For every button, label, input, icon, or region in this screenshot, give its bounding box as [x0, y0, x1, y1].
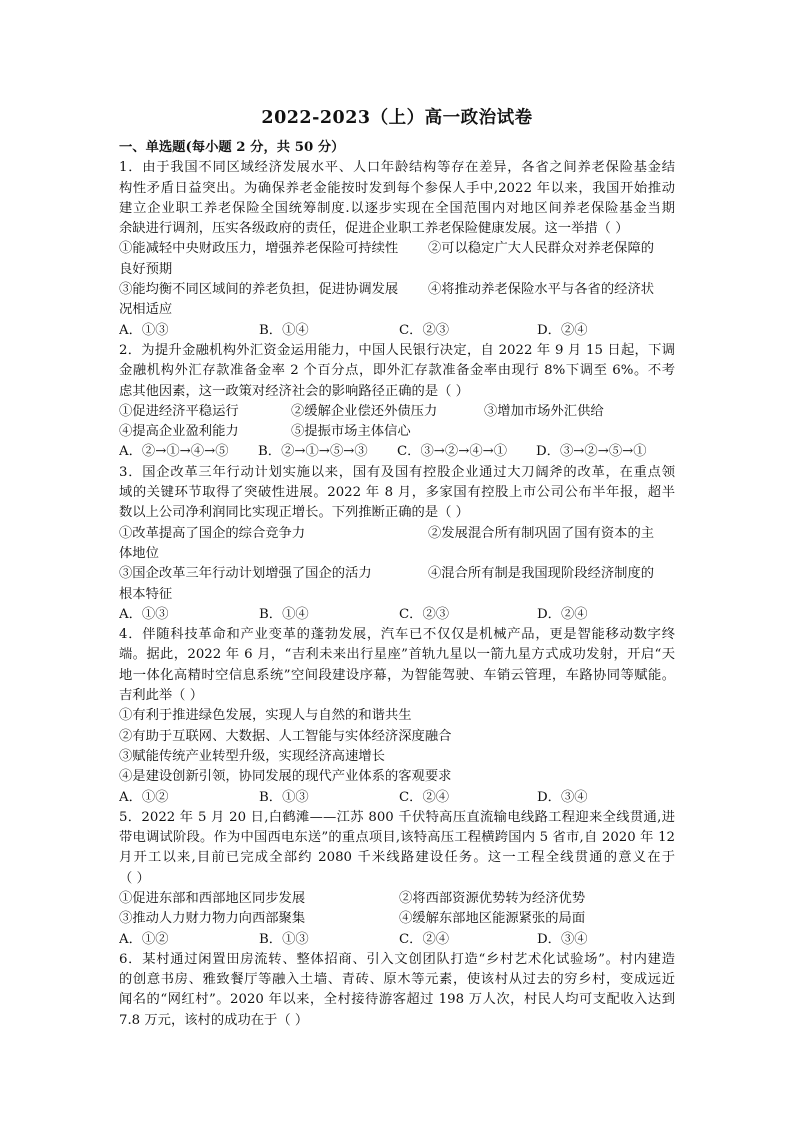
choice-a[interactable]: A．①③	[119, 606, 169, 622]
question-text-line: 建立企业职工养老保险全国统筹制度.以逐步实现在全国范围内对地区间养老保险基金当期	[119, 200, 675, 216]
question-6	[119, 950, 675, 1031]
question-text-line: 金融机构外汇存款准备金率 2 个百分点，即外汇存款准备金率由现行 8%下调至 6%。不考	[119, 363, 675, 379]
answer-choices	[119, 442, 675, 462]
choice-b[interactable]: B．②→①→⑤→③	[258, 444, 368, 460]
statement-1: ①有利于推进绿色发展，实现人与自然的和谐共生	[119, 708, 412, 724]
question-text-line: 域的关键环节取得了突破性进展。2022 年 8 月，多家国有控股上市公司公布半年报，超半	[119, 485, 675, 501]
question-text-line: 7.8 万元，该村的成功在于（ ）	[119, 1012, 309, 1028]
statement-4: ④将推动养老保险水平与各省的经济状	[428, 282, 655, 298]
choice-d[interactable]: D．③④	[537, 789, 588, 805]
question-text-line: 2．为提升金融机构外汇资金运用能力，中国人民银行决定，自 2022 年 9 月 15 日起，下调	[119, 342, 675, 358]
statement-2-cont: 良好预期	[119, 261, 173, 277]
question-text-line: 的创意书房、雅致餐厅等融入土墙、青砖、原木等元素，使该村从过去的穷乡村，变成远近	[119, 972, 675, 988]
exam-title: 2022-2023（上）高一政治试卷	[261, 108, 533, 128]
choice-c[interactable]: C．②③	[399, 322, 450, 338]
answer-choices	[119, 605, 675, 625]
choice-a[interactable]: A．①②	[119, 789, 169, 805]
choice-d[interactable]: D．③→②→⑤→①	[536, 444, 647, 460]
statement-2: ②发展混合所有制巩固了国有资本的主	[428, 525, 655, 541]
choice-a[interactable]: A．①③	[119, 322, 169, 338]
choice-d[interactable]: D．③④	[537, 931, 588, 947]
question-2	[119, 341, 675, 463]
question-text-line: 虑其他因素，这一政策对经济社会的影响路径正确的是（ ）	[119, 383, 469, 399]
statement-4: ④提高企业盈利能力	[119, 424, 239, 440]
statement-4-cont: 况相适应	[119, 302, 173, 318]
statement-3: ③赋能传统产业转型升级，实现经济高速增长	[119, 748, 385, 764]
choice-c[interactable]: C．②④	[399, 789, 450, 805]
statement-2: ②有助于互联网、大数据、人工智能与实体经济深度融合	[119, 728, 452, 744]
question-text-line: 1．由于我国不同区域经济发展水平、人口年龄结构等存在差异，各省之间养老保险基金结	[119, 160, 675, 176]
question-text-line: 4．伴随科技革命和产业变革的蓬勃发展，汽车已不仅仅是机械产品，更是智能移动数字终	[119, 627, 675, 643]
statement-1: ①促进经济平稳运行	[119, 403, 239, 419]
question-text-line: 端。据此，2022 年 6 月，“吉利未来出行星座”首轨九星以一箭九星方式成功发射，开启“天	[119, 647, 675, 663]
question-text-line: 构性矛盾日益突出。为确保养老金能按时发到每个参保人手中,2022 年以来，我国开始推动	[119, 180, 675, 196]
choice-b[interactable]: B．①④	[259, 322, 309, 338]
question-3	[119, 463, 675, 625]
answer-choices	[119, 788, 675, 808]
statement-2: ②将西部资源优势转为经济优势	[399, 890, 586, 906]
statement-4: ④是建设创新引领，协同发展的现代产业体系的客观要求	[119, 769, 452, 785]
statement-1: ①能减轻中央财政压力，增强养老保险可持续性	[119, 241, 399, 257]
statement-1: ①改革提高了国企的综合竞争力	[119, 525, 306, 541]
choice-b[interactable]: B．①③	[259, 931, 309, 947]
choice-c[interactable]: C．③→②→④→①	[397, 444, 508, 460]
question-text-line: 地一体化高精时空信息系统”空间段建设序幕，为智能驾驶、车销云管理，车路协同等赋能。	[119, 667, 675, 683]
question-5	[119, 808, 675, 950]
choice-a[interactable]: A．②→①→④→⑤	[119, 444, 229, 460]
question-text-line: 闻名的“网红村”。2020 年以来，全村接待游客超过 198 万人次，村民人均可支配收入达到	[119, 992, 675, 1008]
question-1	[119, 158, 675, 341]
statement-3: ③推动人力财力物力向西部聚集	[119, 911, 306, 927]
answer-choices	[119, 930, 675, 950]
question-4	[119, 625, 675, 808]
statement-2: ②缓解企业偿还外债压力	[291, 403, 438, 419]
statement-3: ③增加市场外汇供给	[484, 403, 604, 419]
choice-b[interactable]: B．①③	[259, 789, 309, 805]
section-heading: 一、单选题(每小题 2 分，共 50 分）	[119, 140, 345, 155]
statement-4-cont: 根本特征	[119, 586, 173, 602]
question-text-line: 月开工以来,目前已完成全部约 2080 千米线路建设任务。这一工程全线贯通的意义在于	[119, 850, 675, 866]
question-text-line: 3．国企改革三年行动计划实施以来，国有及国有控股企业通过大刀阔斧的改革，在重点领	[119, 464, 675, 480]
statement-4: ④缓解东部地区能源紧张的局面	[399, 911, 586, 927]
statement-4: ④混合所有制是我国现阶段经济制度的	[428, 566, 655, 582]
question-text-line: 余缺进行调剂，压实各级政府的责任，促进企业职工养老保险健康发展。这一举措（ ）	[119, 221, 629, 237]
choice-c[interactable]: C．②④	[399, 931, 450, 947]
statement-2-cont: 体地位	[119, 545, 159, 561]
statement-1: ①促进东部和西部地区同步发展	[119, 890, 306, 906]
statement-2: ②可以稳定广大人民群众对养老保障的	[428, 241, 655, 257]
question-text-line: 吉利此举（ ）	[119, 688, 204, 704]
question-text-line: （ ）	[119, 870, 150, 886]
statement-5: ⑤提振市场主体信心	[291, 424, 411, 440]
choice-d[interactable]: D．②④	[537, 606, 588, 622]
choice-b[interactable]: B．①④	[259, 606, 309, 622]
choice-d[interactable]: D．②④	[537, 322, 588, 338]
exam-content	[119, 138, 675, 1031]
question-text-line: 5．2022 年 5 月 20 日,白鹤滩——江苏 800 千伏特高压直流输电线路工程迎来全线贯通,进	[119, 809, 675, 825]
answer-choices	[119, 321, 675, 341]
statement-3: ③国企改革三年行动计划增强了国企的活力	[119, 566, 372, 582]
choice-a[interactable]: A．①②	[119, 931, 169, 947]
question-text-line: 带电调试阶段。作为中国西电东送”的重点项目,该特高压工程横跨国内 5 省市,自 2020 年 12	[119, 830, 675, 846]
choice-c[interactable]: C．②③	[399, 606, 450, 622]
statement-3: ③能均衡不同区域间的养老负担，促进协调发展	[119, 282, 399, 298]
question-text-line: 数以上公司净利润同比实现正增长。下列推断正确的是（ ）	[119, 505, 469, 521]
question-text-line: 6．某村通过闲置田房流转、整体招商、引入文创团队打造“乡村艺术化试验场”。村内建造	[119, 951, 675, 967]
